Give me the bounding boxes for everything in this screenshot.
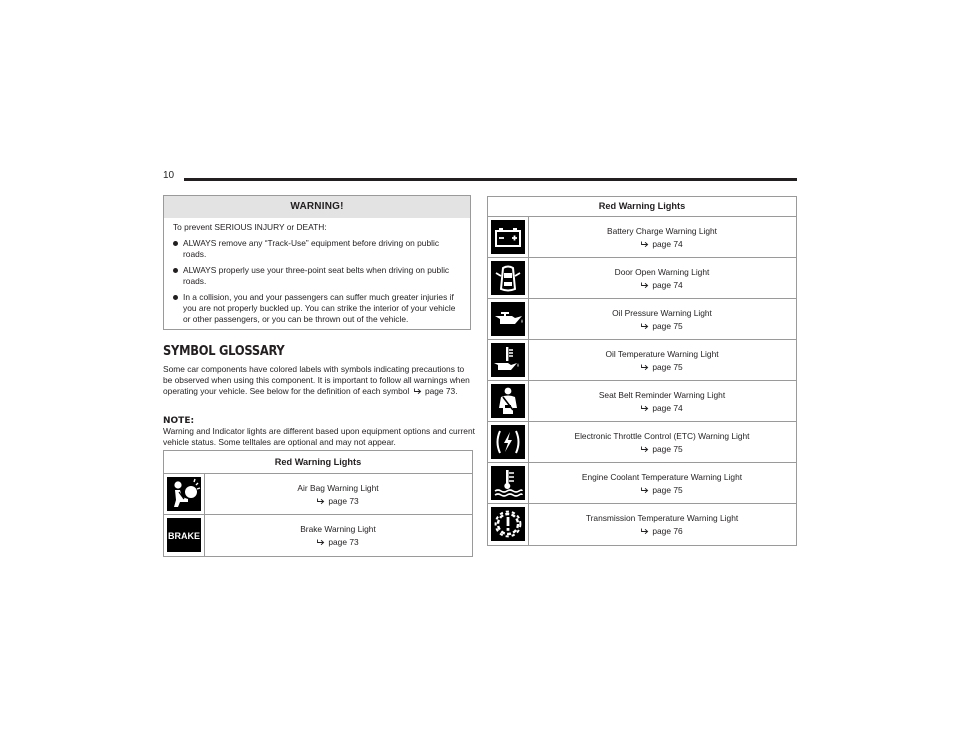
arrow-right-icon bbox=[641, 528, 650, 535]
warning-box bbox=[163, 195, 471, 330]
page-reference-link[interactable]: page 74 bbox=[528, 238, 796, 251]
arrow-right-icon bbox=[641, 405, 650, 412]
airbag-icon bbox=[167, 477, 201, 511]
red-warning-lights-table bbox=[163, 450, 473, 557]
page-reference-link[interactable]: page 76 bbox=[528, 525, 796, 538]
page-reference-link[interactable]: page 75 bbox=[528, 320, 796, 333]
red-warning-lights-table bbox=[487, 196, 797, 546]
arrow-right-icon bbox=[641, 446, 650, 453]
header-rule bbox=[184, 178, 797, 181]
table-row bbox=[488, 258, 796, 299]
light-label: Oil Temperature Warning Light bbox=[605, 349, 719, 359]
warning-intro: To prevent SERIOUS INJURY or DEATH: bbox=[173, 222, 327, 232]
warning-bullet: ALWAYS remove any “Track-Use” equipment before driving on public roads. bbox=[173, 238, 462, 260]
arrow-right-icon bbox=[317, 498, 326, 505]
page-reference-link[interactable]: page 73. bbox=[412, 386, 458, 396]
section-title: SYMBOL GLOSSARY bbox=[163, 343, 285, 359]
warning-bullet: In a collision, you and your passengers can suffer much greater injuries if you are not properly buckled up. You can strike the interior of your vehicle or other passengers, or you can be thrown out of the vehicle. bbox=[173, 292, 462, 325]
light-label: Battery Charge Warning Light bbox=[606, 226, 717, 236]
light-label: Engine Coolant Temperature Warning Light bbox=[581, 472, 743, 482]
brake-icon bbox=[167, 518, 201, 552]
light-label: Air Bag Warning Light bbox=[297, 483, 379, 493]
page-reference-link[interactable]: page 73 bbox=[204, 495, 472, 508]
warning-list bbox=[173, 238, 462, 325]
table-row bbox=[488, 422, 796, 463]
page-reference-link[interactable]: page 73 bbox=[204, 536, 472, 549]
note-title: NOTE: bbox=[163, 416, 195, 426]
bullet-icon bbox=[173, 295, 178, 300]
table-row bbox=[488, 504, 796, 545]
oil-temperature-icon bbox=[491, 343, 525, 377]
note-text: Warning and Indicator lights are different based upon equipment options and current vehicle status. Some telltales are optional and may not appear. bbox=[163, 426, 475, 448]
light-label: Transmission Temperature Warning Light bbox=[585, 513, 739, 523]
door-open-icon bbox=[491, 261, 525, 295]
warning-header: WARNING! bbox=[164, 196, 470, 218]
arrow-right-icon bbox=[414, 388, 423, 395]
arrow-right-icon bbox=[641, 323, 650, 330]
table-header: Red Warning Lights bbox=[488, 197, 796, 217]
table-row bbox=[488, 217, 796, 258]
table-row bbox=[488, 340, 796, 381]
table-row bbox=[164, 474, 472, 515]
page-reference-link[interactable]: page 74 bbox=[528, 279, 796, 292]
table-row bbox=[488, 381, 796, 422]
light-label: Electronic Throttle Control (ETC) Warning Light bbox=[574, 431, 750, 441]
coolant-temperature-icon bbox=[491, 466, 525, 500]
page-reference-link[interactable]: page 75 bbox=[528, 484, 796, 497]
arrow-right-icon bbox=[641, 241, 650, 248]
brake-icon-text: BRAKE bbox=[167, 531, 201, 541]
glossary-paragraph: Some car components have colored labels with symbols indicating precautions to be observed when using this component. It is important to follow all warnings when operating your vehicle. See below for the definition of each symbol page 73. bbox=[163, 364, 470, 397]
oil-can-icon bbox=[491, 302, 525, 336]
page-reference-link[interactable]: page 75 bbox=[528, 361, 796, 374]
transmission-temperature-icon bbox=[491, 507, 525, 541]
arrow-right-icon bbox=[641, 364, 650, 371]
light-label: Seat Belt Reminder Warning Light bbox=[598, 390, 726, 400]
throttle-icon bbox=[491, 425, 525, 459]
light-label: Oil Pressure Warning Light bbox=[612, 308, 712, 318]
table-row bbox=[164, 515, 472, 556]
seat-belt-icon bbox=[491, 384, 525, 418]
battery-icon bbox=[491, 220, 525, 254]
arrow-right-icon bbox=[641, 282, 650, 289]
arrow-right-icon bbox=[641, 487, 650, 494]
warning-bullet: ALWAYS properly use your three-point seat belts when driving on public roads. bbox=[173, 265, 462, 287]
table-header: Red Warning Lights bbox=[164, 451, 472, 474]
arrow-right-icon bbox=[317, 539, 326, 546]
bullet-icon bbox=[173, 268, 178, 273]
page-reference-link[interactable]: page 75 bbox=[528, 443, 796, 456]
page-number: 10 bbox=[163, 170, 175, 181]
table-row bbox=[488, 463, 796, 504]
light-label: Door Open Warning Light bbox=[614, 267, 710, 277]
page-reference-link[interactable]: page 74 bbox=[528, 402, 796, 415]
light-label: Brake Warning Light bbox=[300, 524, 376, 534]
table-row bbox=[488, 299, 796, 340]
bullet-icon bbox=[173, 241, 178, 246]
